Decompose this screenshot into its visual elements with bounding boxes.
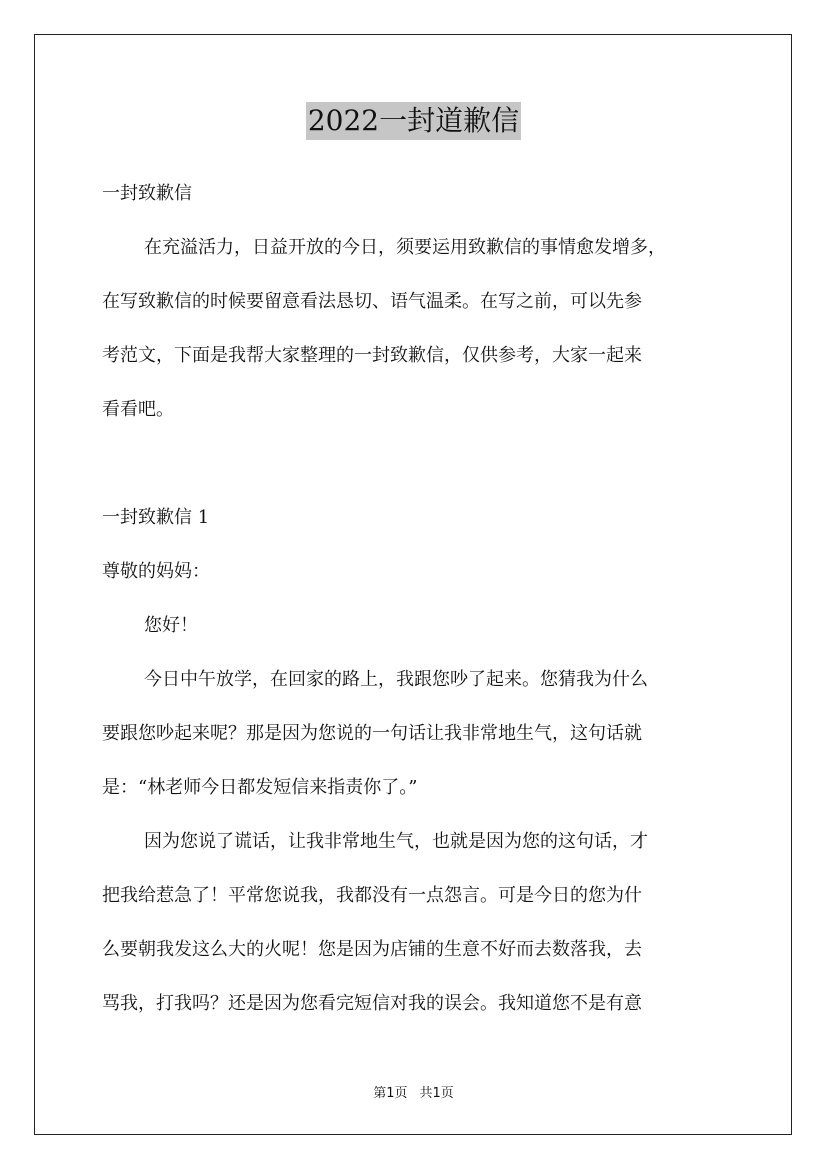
salutation: 尊敬的妈妈： xyxy=(102,561,210,582)
para1-line-3: 是：“林老师今日都发短信来指责你了。” xyxy=(102,777,418,798)
para2-line-3: 么要朝我发这么大的火呢！您是因为店铺的生意不好而去数落我，去 xyxy=(102,939,642,960)
intro-line-4: 看看吧。 xyxy=(102,399,174,420)
intro-line-3: 考范文，下面是我帮大家整理的一封致歉信，仅供参考，大家一起来 xyxy=(102,345,642,366)
page-footer xyxy=(0,1082,827,1101)
greeting: 您好！ xyxy=(144,615,198,636)
para2-line-4: 骂我，打我吗？还是因为您看完短信对我的误会。我知道您不是有意 xyxy=(102,993,642,1014)
para1-line-1: 今日中午放学，在回家的路上，我跟您吵了起来。您猜我为什么 xyxy=(144,669,648,690)
para2-line-1: 因为您说了谎话，让我非常地生气，也就是因为您的这句话，才 xyxy=(144,831,648,852)
title-area xyxy=(0,102,827,140)
page-total: 共1页 xyxy=(419,1086,454,1101)
intro-line-1: 在充溢活力，日益开放的今日，须要运用致歉信的事情愈发增多， xyxy=(144,237,666,258)
intro-line-2: 在写致歉信的时候要留意看法恳切、语气温柔。在写之前，可以先参 xyxy=(102,291,642,312)
para2-line-2: 把我给惹急了！平常您说我，我都没有一点怨言。可是今日的您为什 xyxy=(102,885,642,906)
page-number: 第1页 xyxy=(373,1086,408,1101)
letter-heading: 一封致歉信 1 xyxy=(102,507,210,528)
document-title: 2022一封道歉信 xyxy=(306,102,521,140)
intro-heading: 一封致歉信 xyxy=(102,183,192,204)
para1-line-2: 要跟您吵起来呢？那是因为您说的一句话让我非常地生气，这句话就 xyxy=(102,723,642,744)
